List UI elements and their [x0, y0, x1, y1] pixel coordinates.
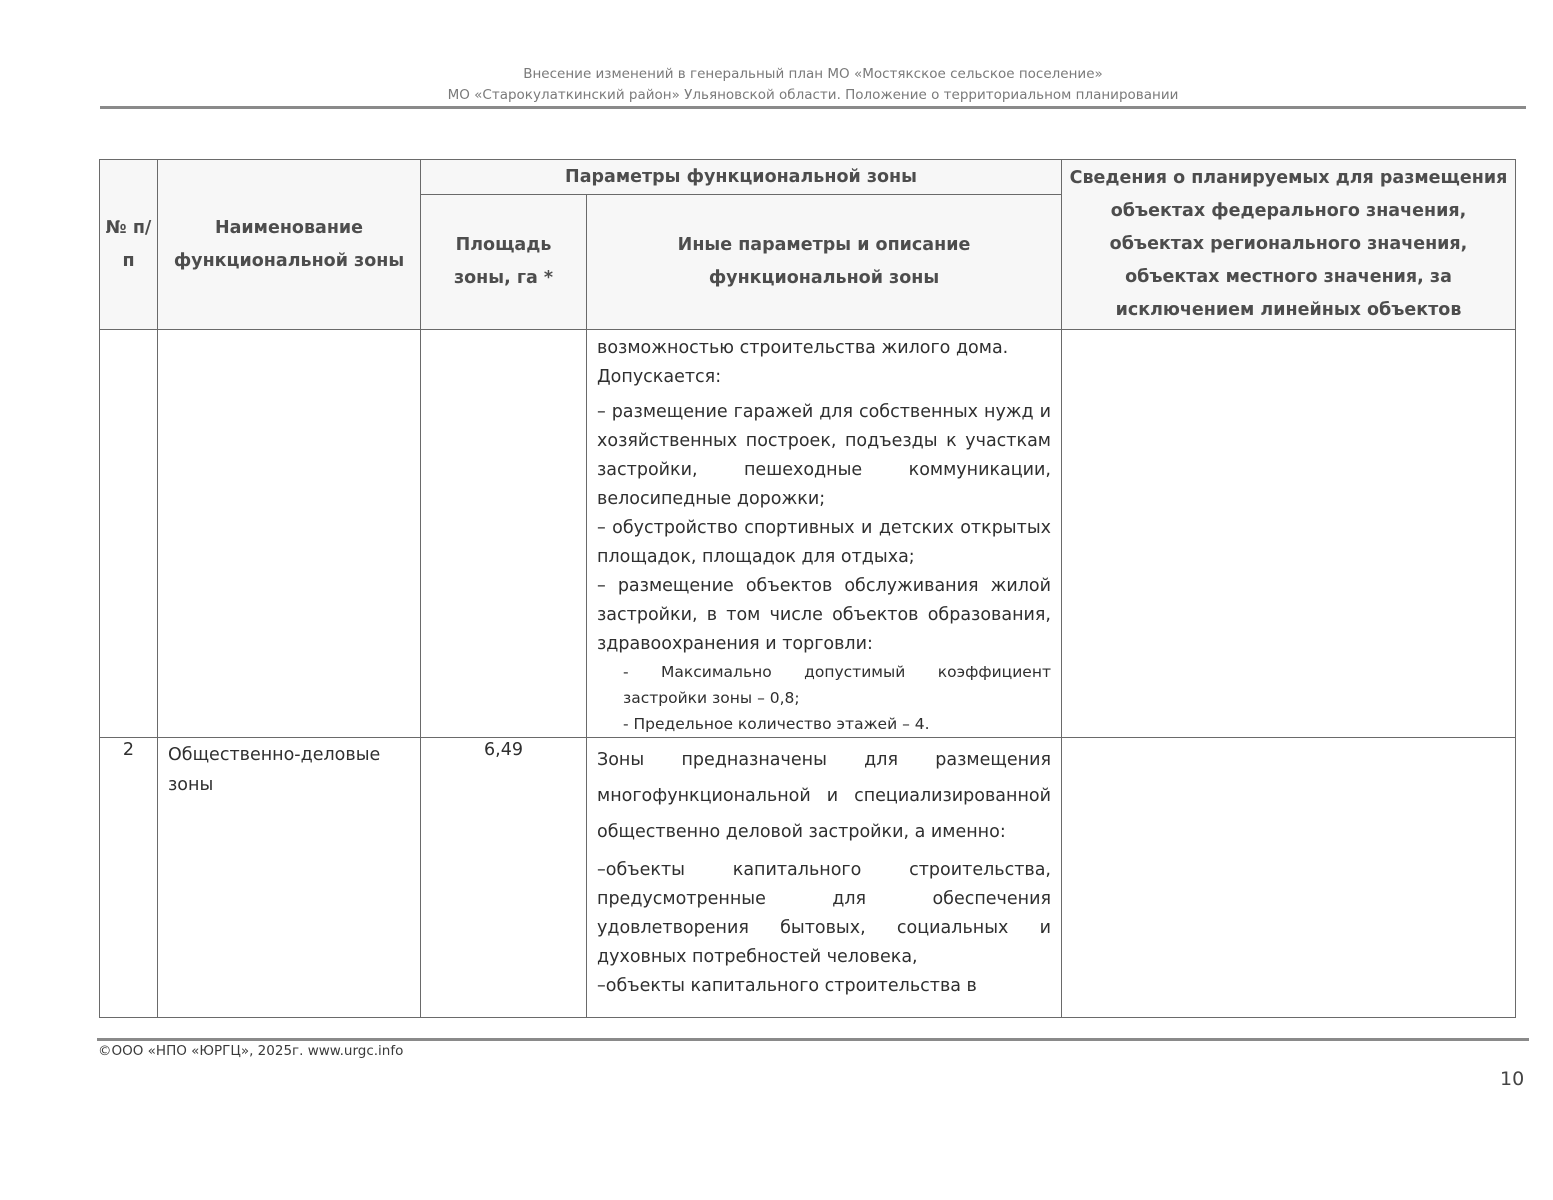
row1-num — [100, 330, 158, 738]
header-num: № п/п — [100, 160, 158, 330]
footer-divider — [97, 1038, 1529, 1041]
row1-desc-param: - Предельное количество этажей – 4. — [623, 715, 930, 733]
header-line-2: МО «Старокулаткинский район» Ульяновской области. Положение о территориальном планировании — [447, 87, 1179, 103]
row1-desc-item: – размещение гаражей для собственных нужд и хозяйственных построек, подъезды к участкам застройки, пешеходные коммуникации, велосипедные дорожки; — [597, 402, 1051, 509]
table-row — [100, 330, 1516, 738]
row2-desc-text: Зоны предназначены для размещения многофункциональной и специализированной общественно деловой застройки, а именно: — [597, 750, 1051, 842]
row2-planned-objects — [1062, 738, 1516, 1018]
row1-desc-param: - Максимально допустимый коэффициент застройки зоны – 0,8; — [623, 663, 1051, 707]
header-line-1: Внесение изменений в генеральный план МО «Мостякское сельское поселение» — [523, 66, 1103, 82]
row2-desc-item: –объекты капитального строительства в — [597, 976, 977, 996]
row1-desc-item: – размещение объектов обслуживания жилой застройки, в том числе объектов образования, здравоохранения и торговли: — [597, 576, 1051, 654]
page-number: 10 — [1500, 1068, 1525, 1090]
header-description: Иные параметры и описание функциональной зоны — [587, 194, 1062, 329]
row2-description — [587, 738, 1062, 1018]
document-header — [100, 64, 1526, 106]
row2-num: 2 — [100, 738, 158, 1018]
header-zone-name: Наименование функциональной зоны — [158, 160, 421, 330]
row1-desc-item: – обустройство спортивных и детских открытых площадок, площадок для отдыха; — [597, 518, 1051, 567]
row1-desc-text: возможностью строительства жилого дома. — [597, 338, 1009, 358]
header-divider — [100, 106, 1526, 109]
table-header-row — [100, 160, 1516, 195]
row2-area: 6,49 — [421, 738, 587, 1018]
functional-zones-table — [99, 159, 1516, 1018]
footer-copyright: ©ООО «НПО «ЮРГЦ», 2025г. www.urgc.info — [98, 1043, 404, 1059]
row1-description — [587, 330, 1062, 738]
row1-zone-name — [158, 330, 421, 738]
row1-area — [421, 330, 587, 738]
row2-desc-item: –объекты капитального строительства, предусмотренные для обеспечения удовлетворения бытовых, социальных и духовных потребностей человека, — [597, 860, 1051, 967]
row1-planned-objects — [1062, 330, 1516, 738]
row2-zone-name: Общественно-деловые зоны — [158, 738, 421, 1018]
header-zone-params: Параметры функциональной зоны — [421, 160, 1062, 195]
header-area: Площадь зоны, га * — [421, 194, 587, 329]
table-row — [100, 738, 1516, 1018]
header-planned-objects: Сведения о планируемых для размещения объектах федерального значения, объектах регионального значения, объектах местного значения, за исключением линейных объектов — [1062, 160, 1516, 330]
row1-desc-allowed: Допускается: — [597, 367, 722, 387]
